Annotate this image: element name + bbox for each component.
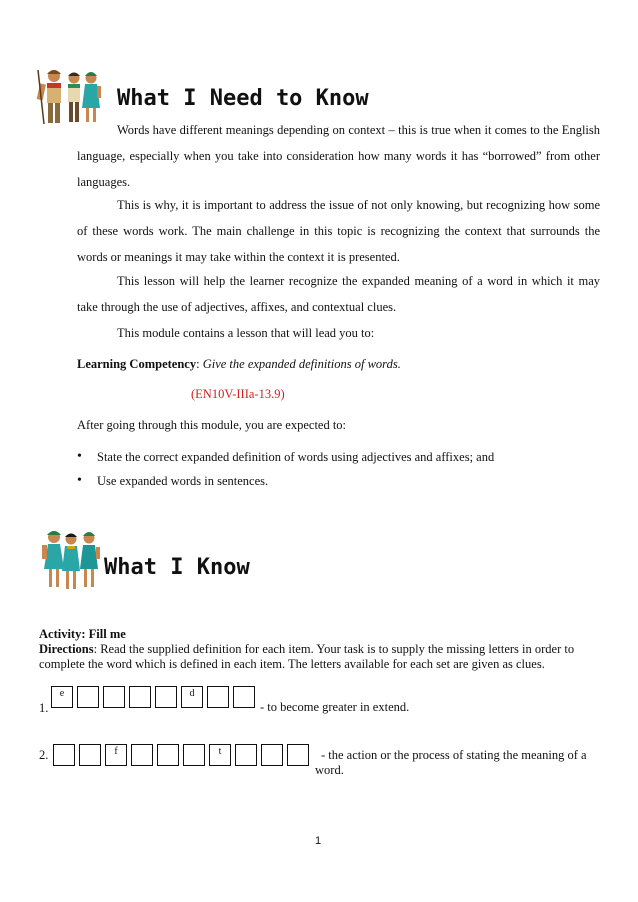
paragraph-module: This module contains a lesson that will lead you to: bbox=[117, 326, 375, 340]
letter-box[interactable] bbox=[103, 686, 125, 708]
item-definition: - the action or the process of stating the meaning of a word. bbox=[315, 748, 587, 777]
section-heading-need-to-know: What I Need to Know bbox=[117, 86, 369, 111]
competency-code: (EN10V-IIIa-13.9) bbox=[191, 387, 285, 401]
letter-box[interactable] bbox=[235, 744, 257, 766]
paragraph-expected: After going through this module, you are expected to: bbox=[77, 418, 347, 432]
directions-label: Directions bbox=[39, 642, 94, 656]
letter-box[interactable] bbox=[261, 744, 283, 766]
letter-box[interactable] bbox=[207, 686, 229, 708]
objectives-list bbox=[77, 445, 600, 493]
page-number: 1 bbox=[315, 835, 322, 847]
item-number: 2. bbox=[39, 748, 49, 762]
letter-box[interactable] bbox=[157, 744, 179, 766]
paragraph-intro: Words have different meanings depending on context – this is true when it comes to the English language, especially when you take into consideration how many words it has “borrowed” from other languages. bbox=[77, 123, 600, 189]
letter-box[interactable] bbox=[131, 744, 153, 766]
letter-box[interactable]: d bbox=[181, 686, 203, 708]
letter-box[interactable]: e bbox=[51, 686, 73, 708]
letter-box[interactable] bbox=[79, 744, 101, 766]
competency-text: Give the expanded definitions of words. bbox=[202, 357, 401, 371]
paragraph-why: This is why, it is important to address the issue of not only knowing, but recognizing how some of these words work. The main challenge in this topic is recognizing the context that surrounds the words or meanings it may take within the context it is presented. bbox=[77, 198, 600, 264]
learning-competency: Learning Competency: Give the expanded definitions of words. bbox=[77, 357, 401, 371]
directions bbox=[39, 642, 600, 672]
list-item: • Use expanded words in sentences. bbox=[77, 469, 600, 493]
letter-box[interactable] bbox=[233, 686, 255, 708]
list-item: • State the correct expanded definition of words using adjectives and affixes; and bbox=[77, 445, 600, 469]
letter-box[interactable] bbox=[183, 744, 205, 766]
activity-title: Activity: Fill me bbox=[39, 627, 126, 641]
letter-box[interactable] bbox=[287, 744, 309, 766]
directions-text: : Read the supplied definition for each item. Your task is to supply the missing letters in order to complete the word which is defined in each item. The letters available for each set are given as clues. bbox=[39, 642, 575, 671]
letter-box[interactable] bbox=[77, 686, 99, 708]
competency-label: Learning Competency bbox=[77, 357, 197, 371]
letter-box[interactable] bbox=[155, 686, 177, 708]
section-heading-what-i-know: What I Know bbox=[104, 555, 250, 580]
letter-box[interactable]: f bbox=[105, 744, 127, 766]
girl-scouts-illustration bbox=[40, 527, 102, 593]
letter-box[interactable]: t bbox=[209, 744, 231, 766]
letter-box[interactable] bbox=[53, 744, 75, 766]
letter-box[interactable] bbox=[129, 686, 151, 708]
paragraph-lesson: This lesson will help the learner recognize the expanded meaning of a word in which it may take through the use of adjectives, affixes, and contextual clues. bbox=[77, 274, 600, 314]
item-number: 1. bbox=[39, 701, 49, 715]
item-definition: - to become greater in extend. bbox=[260, 700, 410, 714]
